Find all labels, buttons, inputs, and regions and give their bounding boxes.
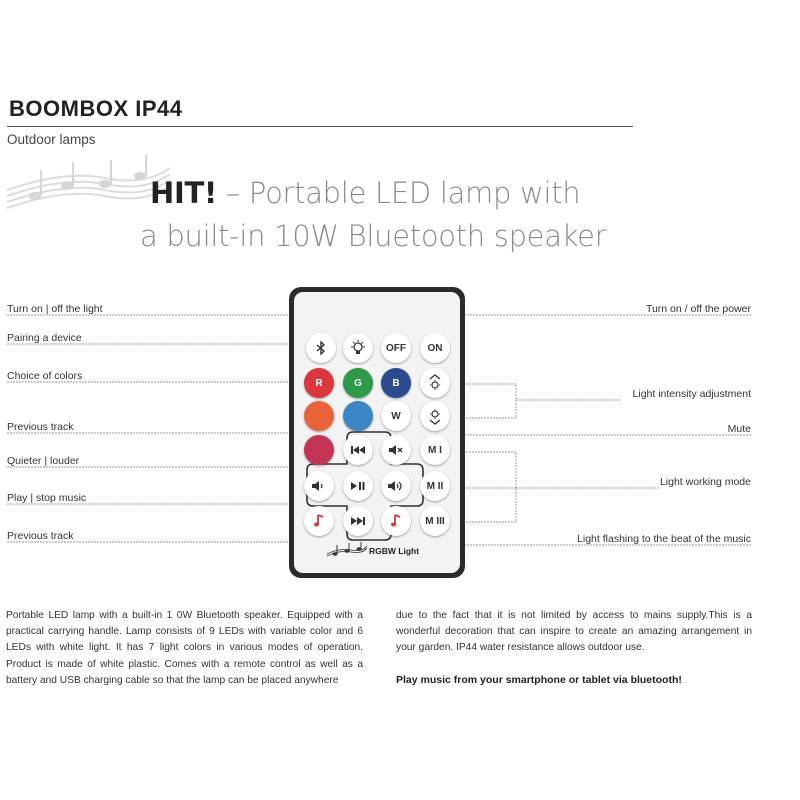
- remote-brand-label: RGBW Light: [369, 546, 420, 556]
- pink-button[interactable]: [304, 435, 334, 465]
- music-note-icon: [390, 514, 402, 528]
- brand-notes-icon: [325, 542, 369, 558]
- label-choice-of-colors: Choice of colors: [7, 370, 83, 382]
- label-pairing-device: Pairing a device: [7, 332, 82, 344]
- page-subtitle: Outdoor lamps: [7, 132, 96, 147]
- mute-button[interactable]: [381, 435, 411, 465]
- label-previous-track: Previous track: [7, 421, 74, 433]
- volume-up-button[interactable]: [381, 471, 411, 501]
- blue-button[interactable]: B: [381, 368, 411, 398]
- remote-control: [289, 287, 465, 578]
- brightness-up-button[interactable]: [420, 368, 450, 398]
- volume-up-icon: [388, 480, 404, 492]
- off-button[interactable]: OFF: [381, 333, 411, 363]
- mode-3-button[interactable]: M III: [420, 506, 450, 536]
- white-button[interactable]: W: [381, 401, 411, 431]
- volume-down-icon: [312, 480, 326, 492]
- label-previous-track-2: Previous track: [7, 530, 74, 542]
- brightness-up-icon: [427, 374, 443, 392]
- next-icon: [351, 516, 365, 526]
- green-button[interactable]: G: [343, 368, 373, 398]
- mute-icon: [389, 444, 403, 456]
- music-flash-left-button[interactable]: [304, 506, 334, 536]
- play-pause-icon: [351, 481, 365, 491]
- mode-2-button[interactable]: M II: [420, 471, 450, 501]
- red-button[interactable]: R: [304, 368, 334, 398]
- tagline: Play music from your smartphone or tablet via bluetooth!: [396, 674, 682, 686]
- label-light-flashing: Light flashing to the beat of the music: [577, 533, 751, 545]
- previous-track-button[interactable]: [343, 435, 373, 465]
- music-note-icon: [313, 514, 325, 528]
- light-blue-button[interactable]: [343, 401, 373, 431]
- next-track-button[interactable]: [343, 506, 373, 536]
- page-title: BOOMBOX IP44: [9, 96, 183, 121]
- headline-brand: HIT!: [150, 176, 217, 210]
- brightness-down-button[interactable]: [420, 401, 450, 431]
- on-button[interactable]: ON: [420, 333, 450, 363]
- label-quieter-louder: Quieter | louder: [7, 455, 80, 467]
- bluetooth-button[interactable]: [306, 333, 336, 363]
- label-light-intensity: Light intensity adjustment: [632, 388, 751, 400]
- previous-icon: [351, 445, 365, 455]
- label-light-mode: Light working mode: [659, 476, 751, 488]
- play-pause-button[interactable]: [343, 471, 373, 501]
- description-right: due to the fact that it is not limited by access to mains supply.This is a wonderful decoration that can inspire to create an amazing arrangement in your garden. IP44 water resistance allows outdoor use.: [396, 610, 752, 654]
- bluetooth-icon: [315, 341, 327, 355]
- headline-line2: a built-in 10W Bluetooth speaker: [140, 219, 607, 253]
- mode-1-button[interactable]: M I: [420, 435, 450, 465]
- description-left: Portable LED lamp with a built-in 1 0W Bluetooth speaker. Equipped with a practical carrying handle. Lamp consists of 9 LEDs with variable color and 6 LEDs with white light. It has 7 light colors in various modes of operation. Product is made of white plastic. Comes with a remote control as well as a battery and USB charging cable so that the lamp can be placed anywhere: [6, 610, 363, 686]
- volume-down-button[interactable]: [304, 471, 334, 501]
- lightbulb-icon: [350, 340, 366, 356]
- label-turn-on-off-light: Turn on | off the light: [7, 303, 103, 315]
- music-flash-right-button[interactable]: [381, 506, 411, 536]
- label-play-stop: Play | stop music: [7, 492, 87, 504]
- light-toggle-button[interactable]: [343, 333, 373, 363]
- headline-line1: – Portable LED lamp with: [225, 176, 581, 210]
- brightness-down-icon: [427, 407, 443, 425]
- orange-button[interactable]: [304, 401, 334, 431]
- label-power: Turn on / off the power: [645, 303, 751, 315]
- label-mute: Mute: [727, 423, 751, 435]
